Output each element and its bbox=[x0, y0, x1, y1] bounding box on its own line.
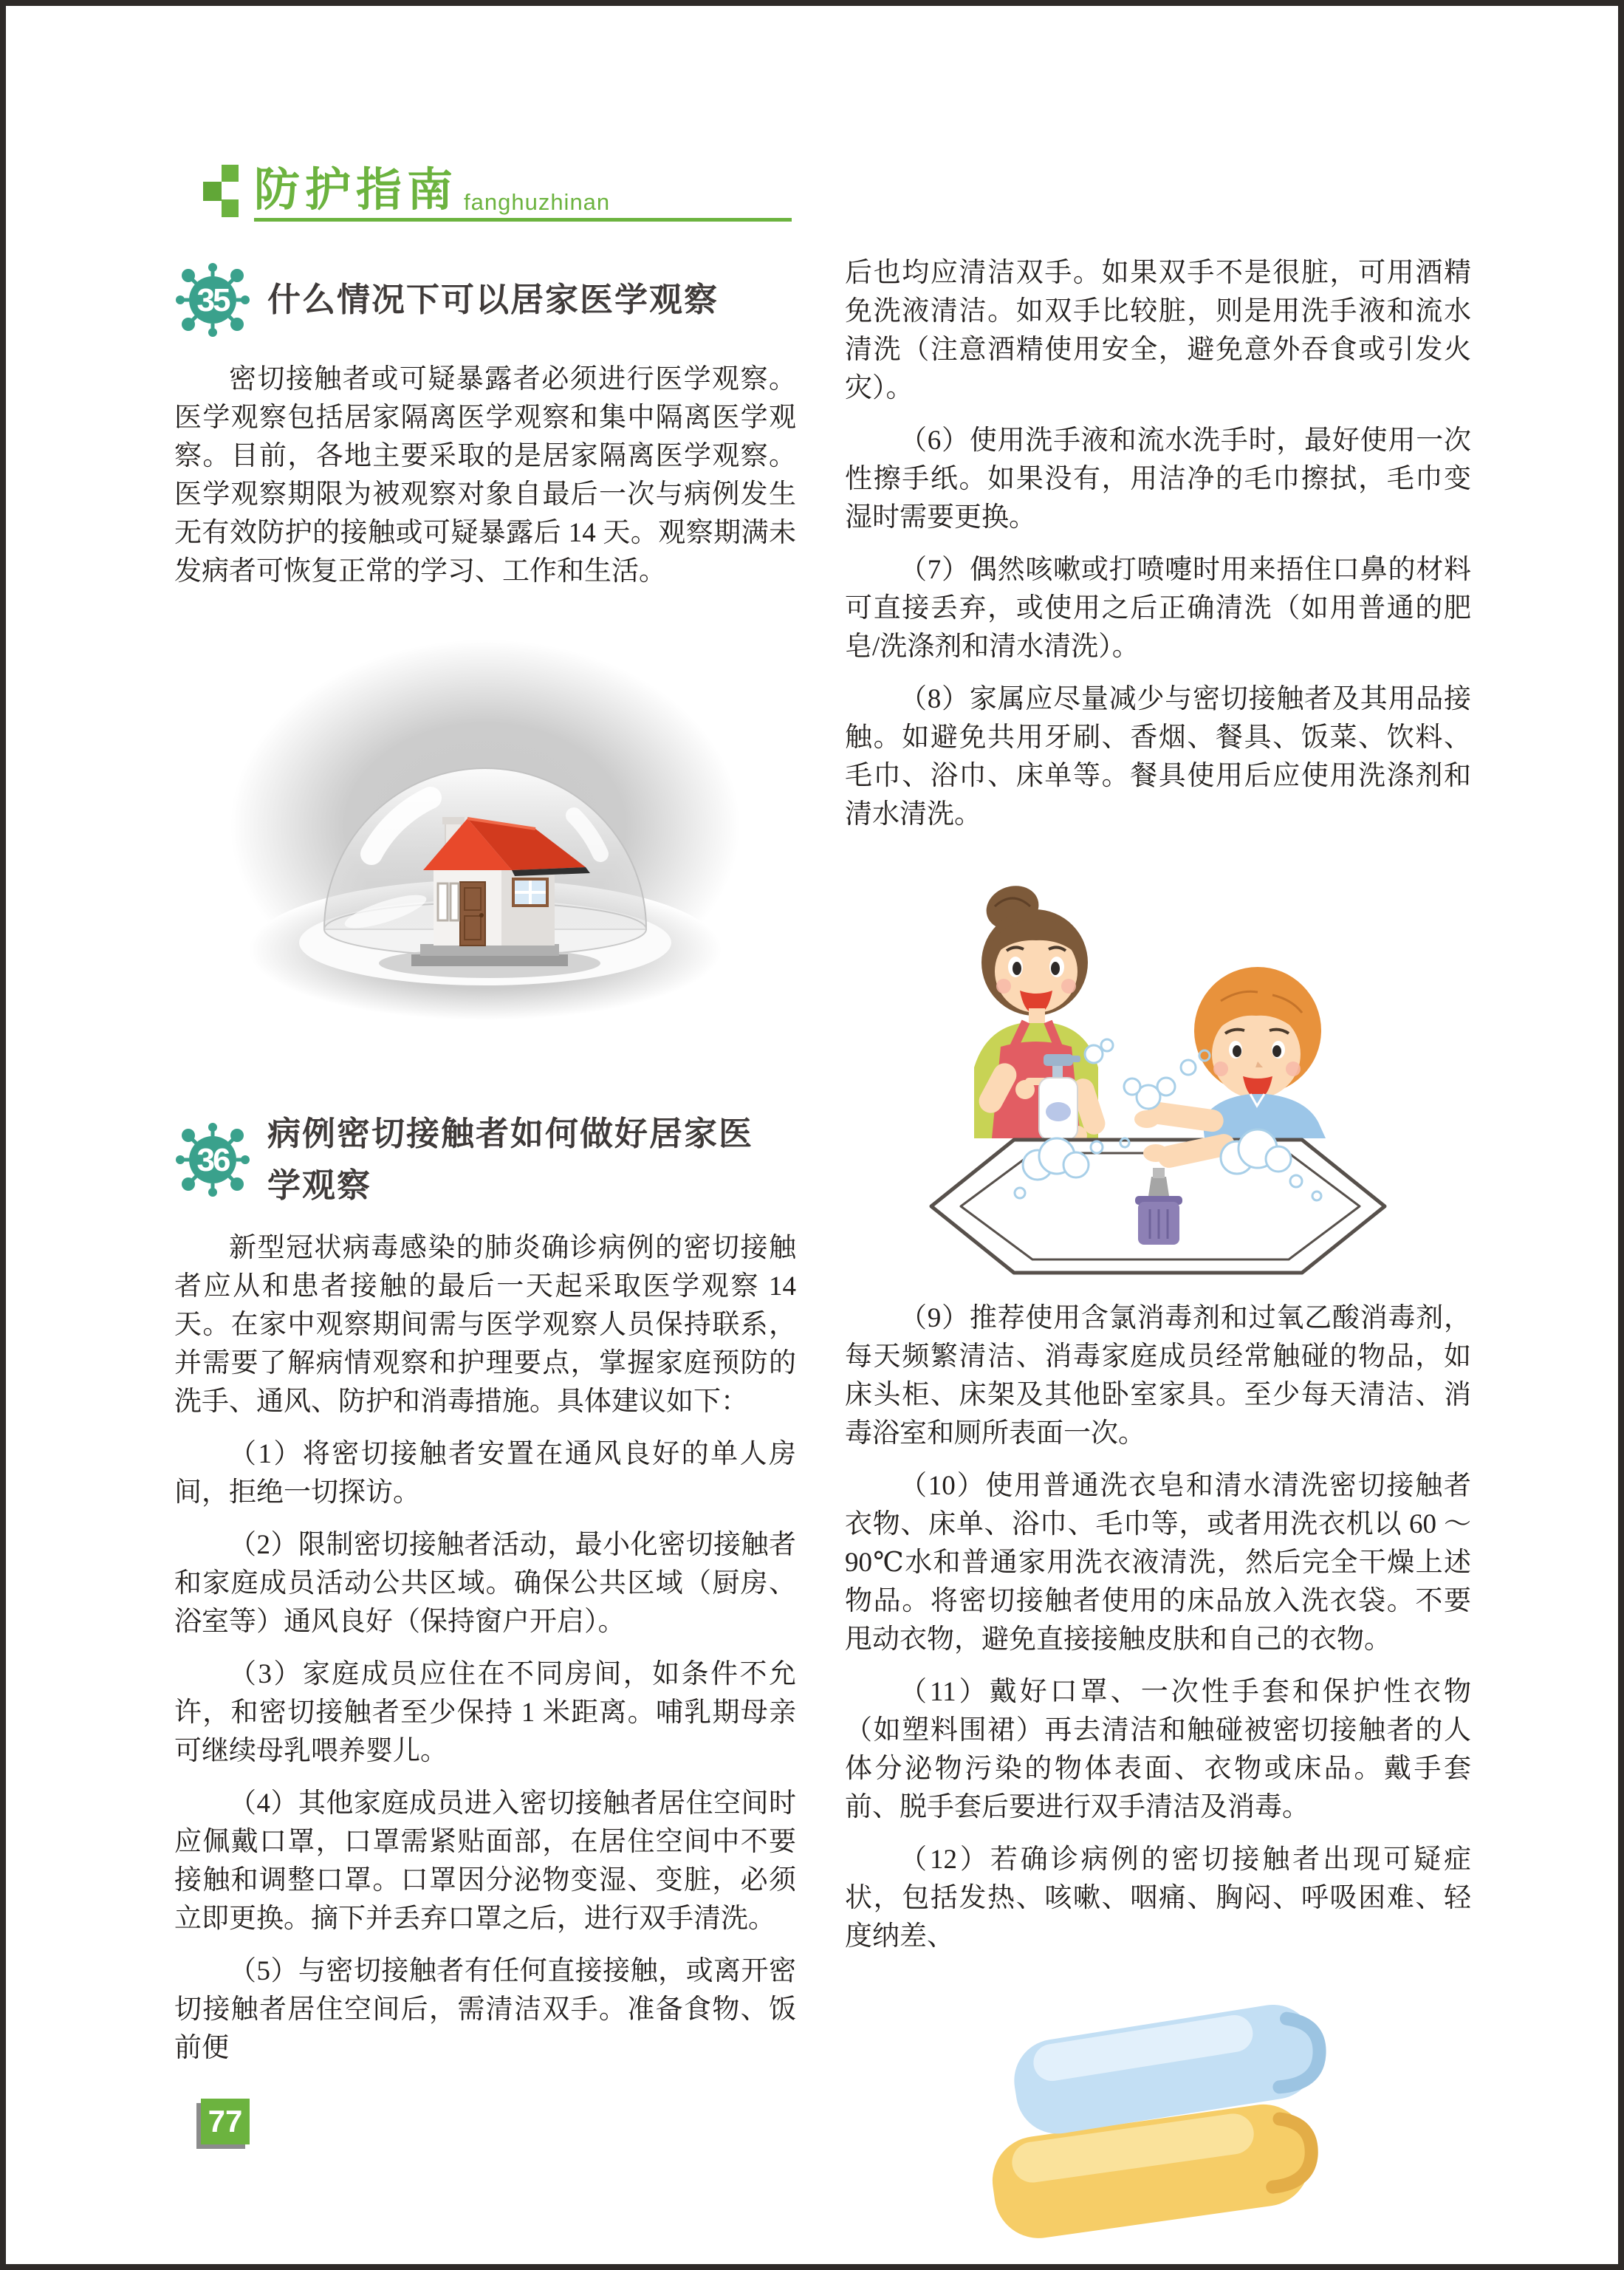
handwashing-illustration bbox=[903, 868, 1413, 1282]
list-item-10: （10）使用普通洗衣皂和清水清洗密切接触者衣物、床单、浴巾、毛巾等，或者用洗衣机以 60 ～ 90℃水和普通家用洗衣液清洗，然后完全干燥上述物品。将密切接触者使用的床品放入洗衣袋。不要甩动衣物，避免直接接触皮肤和自己的衣物。 bbox=[845, 1471, 1471, 1655]
brand-title: 防护指南 bbox=[254, 165, 459, 216]
list-item-12: （12）若确诊病例的密切接触者出现可疑症状，包括发热、咳嗽、咽痛、胸闷、呼吸困难、轻度纳差、 bbox=[845, 1845, 1471, 1952]
list-item-1: （1）将密切接触者安置在通风良好的单人房间，拒绝一切探访。 bbox=[174, 1439, 796, 1508]
brand-subtitle: fanghuzhinan bbox=[464, 189, 611, 215]
section-number: 36 bbox=[196, 1142, 229, 1178]
virus-icon bbox=[174, 261, 251, 338]
section-36-header bbox=[174, 1108, 796, 1211]
house-in-dome-illustration bbox=[227, 632, 744, 1046]
brand-logo-icon bbox=[203, 165, 240, 218]
section-number: 35 bbox=[196, 282, 229, 318]
virus-icon bbox=[174, 1121, 251, 1198]
page-number-badge: 77 bbox=[201, 2099, 250, 2144]
column-right bbox=[845, 254, 1471, 2270]
list-item-6: （6）使用洗手液和流水洗手时，最好使用一次性擦手纸。如果没有，用洁净的毛巾擦拭，毛巾变湿时需要更换。 bbox=[845, 425, 1471, 533]
list-item-9: （9）推荐使用含氯消毒剂和过氧乙酸消毒剂，每天频繁清洁、消毒家庭成员经常触碰的物品，如床头柜、床架及其他卧室家具。至少每天清洁、消毒浴室和厕所表面一次。 bbox=[845, 1303, 1471, 1449]
list-item-4: （4）其他家庭成员进入密切接触者居住空间时应佩戴口罩，口罩需紧贴面部，在居住空间中不要接触和调整口罩。口罩因分泌物变湿、变脏，必须立即更换。摘下并丢弃口罩之后，进行双手清洗。 bbox=[174, 1788, 796, 1934]
brand-underline bbox=[254, 218, 792, 222]
section-title: 什么情况下可以居家医学观察 bbox=[267, 281, 719, 318]
section-title: 病例密切接触者如何做好居家医学观察 bbox=[267, 1115, 754, 1204]
list-item-3: （3）家庭成员应住在不同房间，如条件不允许，和密切接触者至少保持 1 米距离。哺乳期母亲可继续母乳喂养婴儿。 bbox=[174, 1659, 796, 1766]
towels-illustration bbox=[951, 1983, 1365, 2270]
list-item-2: （2）限制密切接触者活动，最小化密切接触者和家庭成员活动公共区域。确保公共区域（厨房、浴室等）通风良好（保持窗户开启）。 bbox=[174, 1530, 796, 1637]
list-item-8: （8）家属应尽量减少与密切接触者及其用品接触。如避免共用牙刷、香烟、餐具、饭菜、饮料、毛巾、浴巾、床单等。餐具使用后应使用洗涤剂和清水清洗。 bbox=[845, 684, 1471, 830]
column-left bbox=[174, 261, 796, 2082]
list-item-7: （7）偶然咳嗽或打喷嚏时用来捂住口鼻的材料可直接丢弃，或使用之后正确清洗（如用普通的肥皂/洗涤剂和清水清洗）。 bbox=[845, 555, 1471, 662]
paragraph: 新型冠状病毒感染的肺炎确诊病例的密切接触者应从和患者接触的最后一天起采取医学观察 14 天。在家中观察期间需与医学观察人员保持联系，并需要了解病情观察和护理要点，掌握家庭预防的洗手、通风、防护和消毒措施。具体建议如下： bbox=[174, 1233, 796, 1417]
list-item-11: （11）戴好口罩、一次性手套和保护性衣物（如塑料围裙）再去清洁和触碰被密切接触者的人体分泌物污染的物体表面、衣物或床品。戴手套前、脱手套后要进行双手清洁及消毒。 bbox=[845, 1677, 1471, 1822]
section-35-header bbox=[174, 261, 796, 338]
paragraph: 密切接触者或可疑暴露者必须进行医学观察。医学观察包括居家隔离医学观察和集中隔离医学观察。目前，各地主要采取的是居家隔离医学观察。医学观察期限为被观察对象自最后一次与病例发生无有效防护的接触或可疑暴露后 14 天。观察期满未发病者可恢复正常的学习、工作和生活。 bbox=[174, 364, 796, 587]
continuation-paragraph: 后也均应清洁双手。如果双手不是很脏，可用酒精免洗液清洁。如双手比较脏，则是用洗手液和流水清洗（注意酒精使用安全，避免意外吞食或引发火灾）。 bbox=[845, 258, 1471, 403]
list-item-5: （5）与密切接触者有任何直接接触，或离开密切接触者居住空间后，需清洁双手。准备食物、饭前便 bbox=[174, 1956, 796, 2063]
